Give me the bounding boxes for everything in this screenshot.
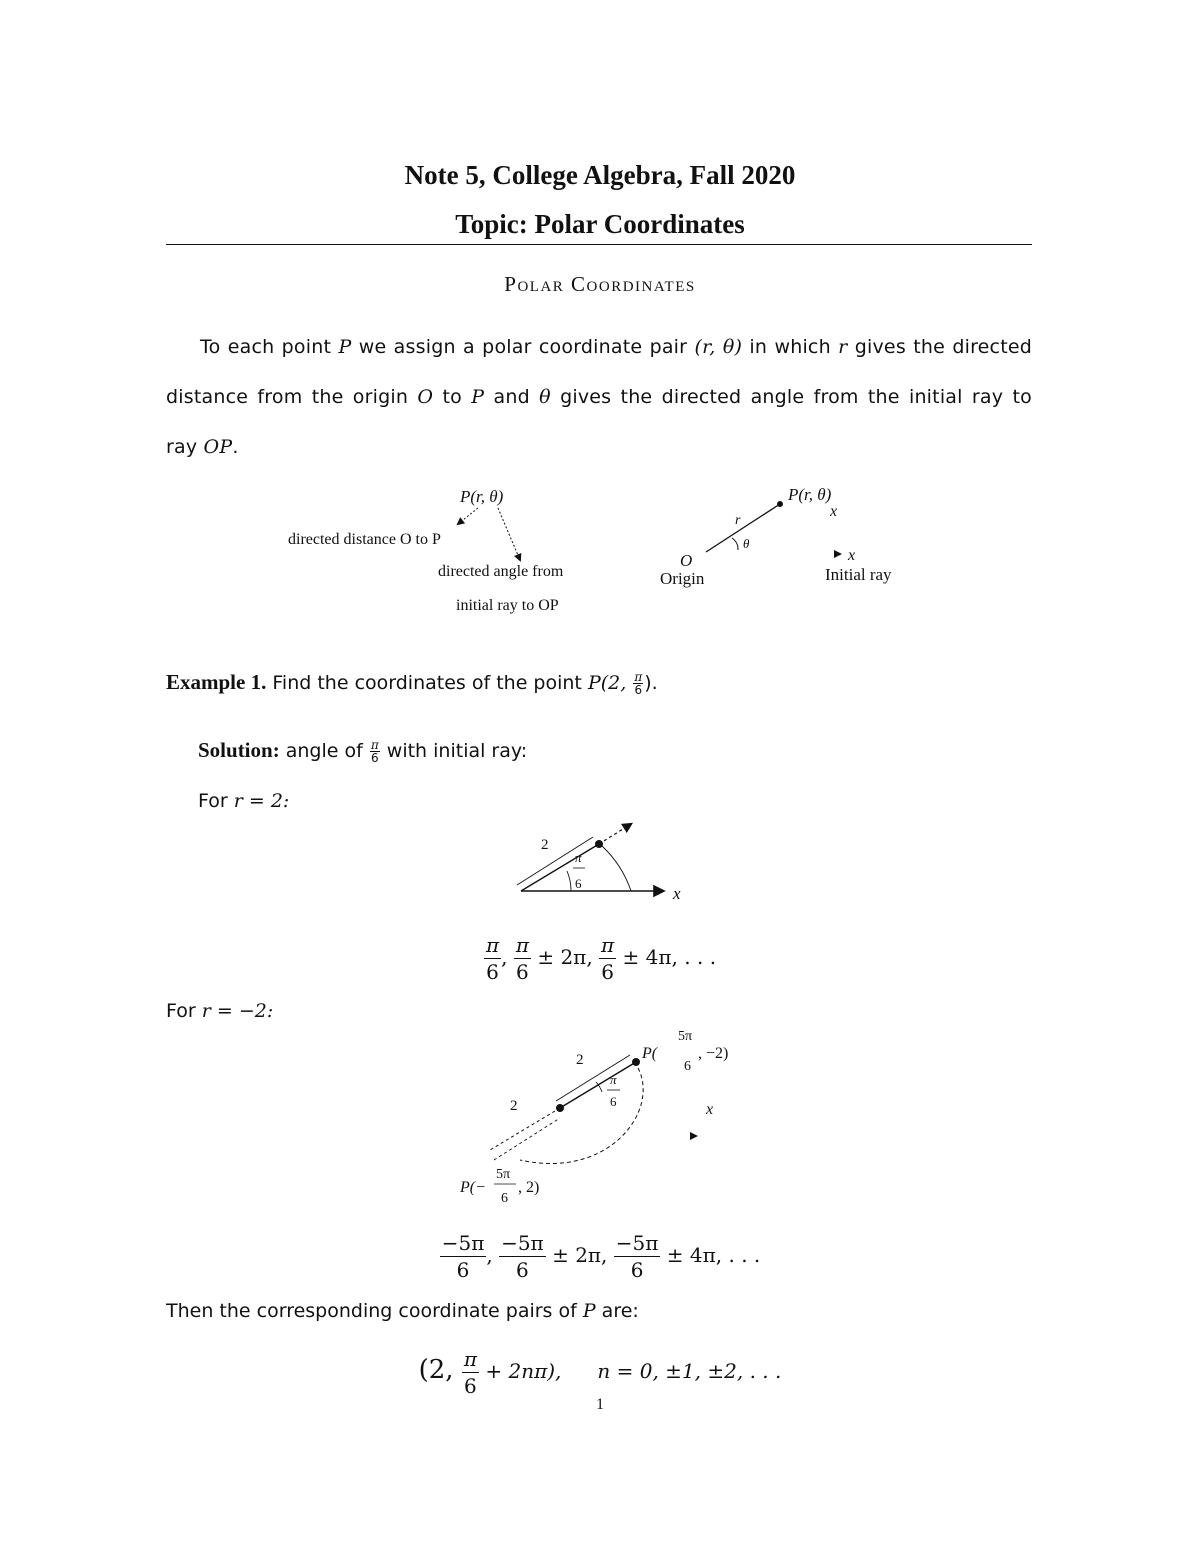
fig2-point xyxy=(595,840,603,848)
fig3-bottom-num: 5π xyxy=(496,1167,511,1182)
page-number: 1 xyxy=(596,1396,604,1413)
final-n-values: n = 0, ±1, ±2, . . . xyxy=(597,1359,782,1383)
fig2-terminal-ray xyxy=(521,844,599,891)
example-1: Example 1. Find the coordinates of the point P(2, $\frac{\pi}{6}$ ). xyxy=(166,670,658,697)
fig1-angle-label-2: initial ray to OP xyxy=(456,597,559,614)
fig1-origin-label: Origin xyxy=(660,569,705,588)
fig3-point-p xyxy=(632,1058,640,1066)
section-heading: Polar Coordinates xyxy=(504,272,696,296)
intro-line-3: ray OP. xyxy=(166,436,239,458)
fig3-left-length-label: 2 xyxy=(510,1098,518,1114)
fig1-point-label: P(r, θ) xyxy=(460,487,504,506)
figure-r-positive xyxy=(505,815,705,910)
fig3-x-arrowhead xyxy=(690,1132,698,1140)
case-r-positive: For r = 2: xyxy=(198,790,290,812)
fig1-x-ray: x xyxy=(848,547,856,564)
fig1-distance-label: directed distance O to P xyxy=(288,531,441,548)
fig1-origin-o: O xyxy=(680,551,693,570)
fig3-ray-opposite xyxy=(490,1108,560,1150)
angle-2-fraction: $\frac{\pi}{6}$ xyxy=(515,933,529,984)
fig3-top-label-b: , −2) xyxy=(698,1045,729,1062)
fig2-large-arc xyxy=(602,846,631,891)
fig2-length-label: 2 xyxy=(541,837,549,853)
fig3-angle-num: π xyxy=(610,1072,617,1087)
fig2-ray-extension xyxy=(599,824,631,844)
fig3-top-num: 5π xyxy=(678,1029,693,1044)
angles-r-negative: $\frac{-5\pi}{6}$ , $\frac{-5\pi}{6}$ ± 2π, $\frac{-5\pi}{6}$ ± 4π, . . . xyxy=(441,1231,761,1282)
solution-line: Solution: angle of $\frac{\pi}{6}$ with initial ray: xyxy=(198,738,528,765)
fig2-angle-num: π xyxy=(575,850,582,865)
fig1-x-arrowhead xyxy=(834,550,842,558)
fig3-left-length-bar xyxy=(494,1118,560,1160)
case-r-negative: For r = −2: xyxy=(166,1000,274,1022)
fig3-top-length-label: 2 xyxy=(576,1052,584,1068)
document-title: Note 5, College Algebra, Fall 2020 xyxy=(404,160,796,190)
fig1-point-label-right: P(r, θ) xyxy=(788,485,832,504)
fig1-theta-label: θ xyxy=(743,536,750,551)
conclusion-line: Then the corresponding coordinate pairs of P are: xyxy=(166,1300,639,1322)
topic-title: Topic: Polar Coordinates xyxy=(455,209,745,239)
fig1-angle-arrow xyxy=(498,508,520,560)
fig3-x-label: x xyxy=(706,1101,714,1118)
fig3-top-den: 6 xyxy=(684,1059,691,1074)
final-coordinate-pairs: (2, $\frac{\pi}{6}$ + 2nπ), n = 0, ±1, ±2, . . . xyxy=(418,1347,782,1398)
header-rule xyxy=(166,244,1032,245)
neg-angle-2-fraction: $\frac{-5\pi}{6}$ xyxy=(501,1231,544,1282)
angles-r-positive: $\frac{\pi}{6}$ , $\frac{\pi}{6}$ ± 2π, $\frac{\pi}{6}$ ± 4π, . . . xyxy=(485,933,717,984)
intro-line-1: To each point P we assign a polar coordinate pair (r, θ) in which r gives the directed xyxy=(200,336,1033,358)
fig1-initial-ray-label: Initial ray xyxy=(825,565,892,584)
angle-1-fraction: $\frac{\pi}{6}$ xyxy=(485,933,500,984)
fig2-x-label: x xyxy=(673,884,681,903)
fig1-point-dot xyxy=(777,501,783,507)
fig3-bottom-label-b: , 2) xyxy=(518,1179,540,1196)
fig2-length-bar xyxy=(517,837,593,885)
fig1-angle-arc xyxy=(732,538,738,550)
fig3-bottom-den: 6 xyxy=(501,1191,508,1206)
fig3-angle-den: 6 xyxy=(610,1094,617,1109)
fig1-angle-label-1: directed angle from xyxy=(438,563,564,580)
neg-angle-1-fraction: $\frac{-5\pi}{6}$ xyxy=(441,1231,485,1282)
angle-3-fraction: $\frac{\pi}{6}$ xyxy=(601,933,615,984)
example-fraction: $\frac{\pi}{6}$ xyxy=(634,670,643,697)
neg-angle-3-fraction: $\frac{-5\pi}{6}$ xyxy=(615,1231,659,1282)
example-label: Example 1. xyxy=(166,670,267,694)
polar-concept-figure xyxy=(280,480,920,620)
intro-line-2: distance from the origin O to P and θ gives the directed angle from the initial ray to xyxy=(166,386,1032,408)
figure-r-negative xyxy=(450,1020,770,1210)
fig3-top-length-bar xyxy=(556,1055,630,1101)
fig2-angle-den: 6 xyxy=(575,876,582,891)
solution-fraction: $\frac{\pi}{6}$ xyxy=(370,738,379,765)
fig1-r-label: r xyxy=(735,513,741,528)
solution-label: Solution: xyxy=(198,738,280,762)
fig1-x-top: x xyxy=(830,503,838,520)
fig3-bottom-label-a: P(− xyxy=(460,1179,486,1196)
fig3-origin-point xyxy=(556,1104,564,1112)
fig2-small-arc xyxy=(567,871,571,891)
final-fraction: $\frac{\pi}{6}$ xyxy=(463,1347,477,1398)
fig1-distance-arrow xyxy=(458,508,478,524)
fig3-large-arc xyxy=(520,1068,643,1164)
fig3-top-label-a: P( xyxy=(642,1045,658,1062)
